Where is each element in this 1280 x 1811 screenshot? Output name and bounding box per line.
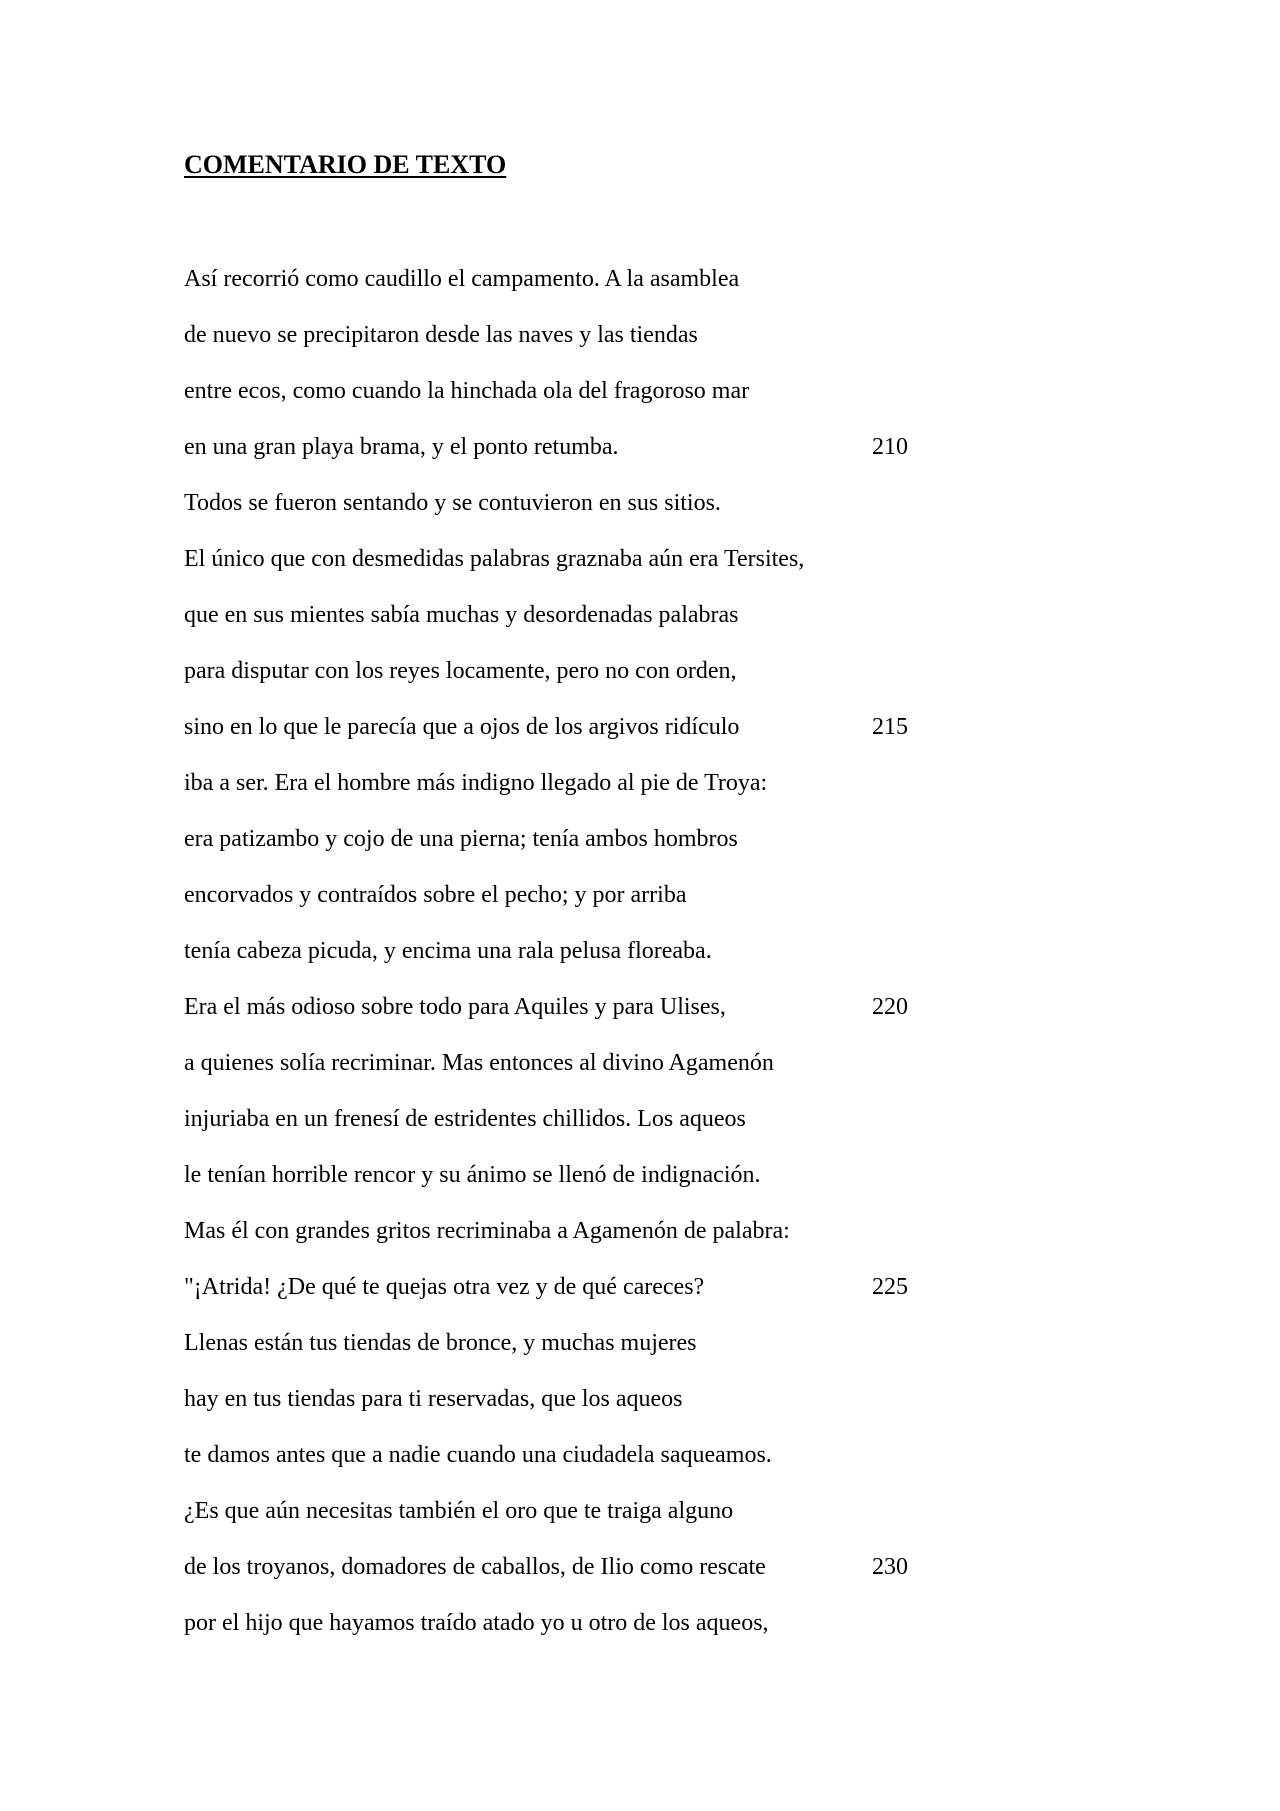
verse-line (184, 656, 944, 712)
verse-text: de nuevo se precipitaron desde las naves y las tiendas (184, 322, 698, 348)
verse-line (184, 880, 944, 936)
verse-text: te damos antes que a nadie cuando una ciudadela saqueamos. (184, 1442, 772, 1468)
verse-text: le tenían horrible rencor y su ánimo se llenó de indignación. (184, 1162, 761, 1188)
verse-text: tenía cabeza picuda, y encima una rala pelusa floreaba. (184, 938, 712, 964)
verse-line (184, 712, 944, 768)
verse-text: injuriaba en un frenesí de estridentes chillidos. Los aqueos (184, 1106, 746, 1132)
verse-text: hay en tus tiendas para ti reservadas, que los aqueos (184, 1386, 683, 1412)
verse-number: 230 (872, 1554, 908, 1580)
verse-line (184, 488, 944, 544)
verse-text: de los troyanos, domadores de caballos, de Ilio como rescate (184, 1554, 766, 1580)
verse-text: Mas él con grandes gritos recriminaba a Agamenón de palabra: (184, 1218, 790, 1244)
verse-text: para disputar con los reyes locamente, pero no con orden, (184, 658, 737, 684)
verse-list (184, 264, 944, 1664)
verse-line (184, 936, 944, 992)
verse-number: 225 (872, 1274, 908, 1300)
verse-line (184, 1272, 944, 1328)
verse-line (184, 320, 944, 376)
verse-text: era patizambo y cojo de una pierna; tenía ambos hombros (184, 826, 738, 852)
verse-number: 215 (872, 714, 908, 740)
verse-text: en una gran playa brama, y el ponto retumba. (184, 434, 619, 460)
verse-text: a quienes solía recriminar. Mas entonces al divino Agamenón (184, 1050, 774, 1076)
verse-line (184, 1440, 944, 1496)
verse-text: El único que con desmedidas palabras graznaba aún era Tersites, (184, 546, 805, 572)
document-title: COMENTARIO DE TEXTO (184, 150, 507, 179)
verse-text: que en sus mientes sabía muchas y desordenadas palabras (184, 602, 739, 628)
verse-text: sino en lo que le parecía que a ojos de los argivos ridículo (184, 714, 740, 740)
verse-text: entre ecos, como cuando la hinchada ola del fragoroso mar (184, 378, 750, 404)
verse-text: por el hijo que hayamos traído atado yo u otro de los aqueos, (184, 1610, 769, 1636)
verse-line (184, 1160, 944, 1216)
verse-line (184, 1216, 944, 1272)
verse-line (184, 432, 944, 488)
verse-line (184, 264, 944, 320)
verse-text: Así recorrió como caudillo el campamento. A la asamblea (184, 266, 740, 292)
verse-text: encorvados y contraídos sobre el pecho; y por arriba (184, 882, 687, 908)
verse-line (184, 1384, 944, 1440)
verse-line (184, 376, 944, 432)
verse-text: iba a ser. Era el hombre más indigno llegado al pie de Troya: (184, 770, 768, 796)
verse-line (184, 1552, 944, 1608)
verse-line (184, 1104, 944, 1160)
verse-line (184, 768, 944, 824)
verse-text: ¿Es que aún necesitas también el oro que te traiga alguno (184, 1498, 734, 1524)
verse-number: 210 (872, 434, 908, 460)
verse-text: "¡Atrida! ¿De qué te quejas otra vez y de qué careces? (184, 1274, 705, 1300)
verse-line (184, 824, 944, 880)
verse-line (184, 992, 944, 1048)
verse-line (184, 544, 944, 600)
verse-number: 220 (872, 994, 908, 1020)
verse-text: Era el más odioso sobre todo para Aquiles y para Ulises, (184, 994, 726, 1020)
verse-line (184, 600, 944, 656)
verse-text: Llenas están tus tiendas de bronce, y muchas mujeres (184, 1330, 697, 1356)
verse-line (184, 1048, 944, 1104)
verse-line (184, 1496, 944, 1552)
verse-text: Todos se fueron sentando y se contuvieron en sus sitios. (184, 490, 721, 516)
verse-line (184, 1328, 944, 1384)
verse-line (184, 1608, 944, 1664)
